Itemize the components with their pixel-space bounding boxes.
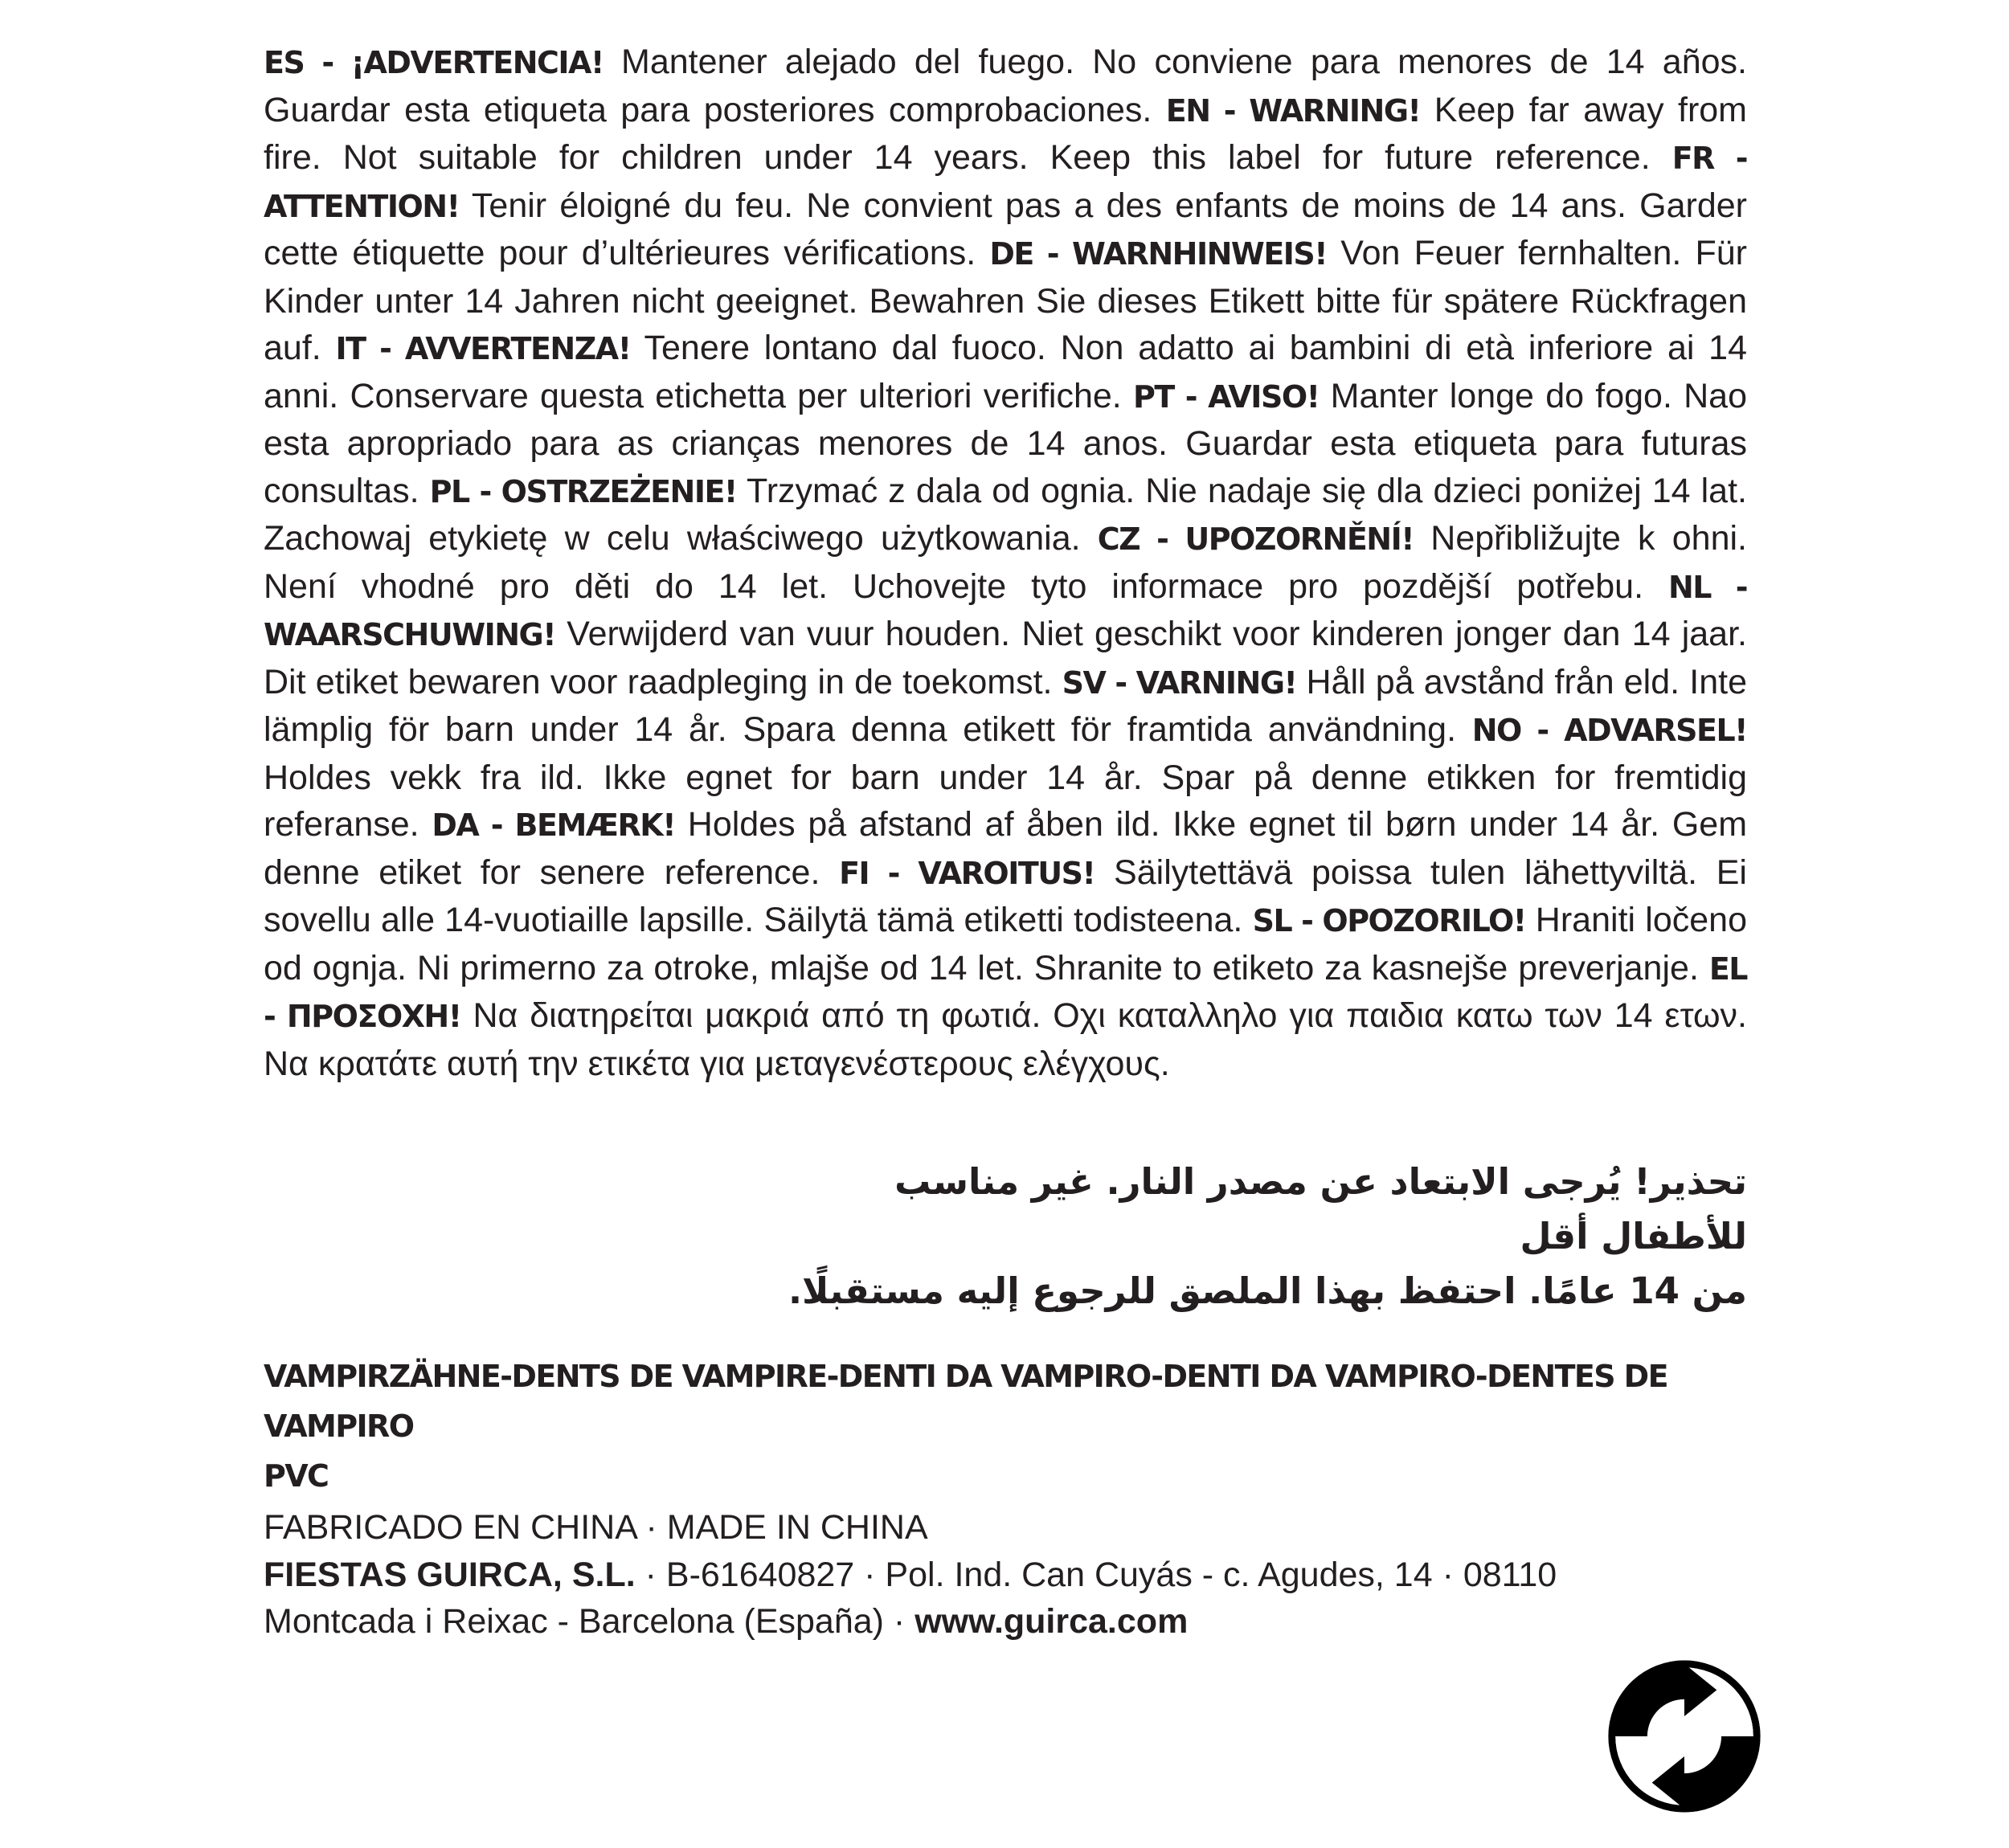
product-names: VAMPIRZÄHNE-DENTS DE VAMPIRE-DENTI DA VAMPIRO-DENTI DA VAMPIRO-DENTES DE VAMPIRO: [264, 1359, 1667, 1444]
warning-heading: IT - AVVERTENZA!: [335, 331, 631, 366]
company-address-line-2: [264, 1598, 1790, 1646]
company-address-line-1: [264, 1552, 1790, 1599]
warning-text: Να διατηρείται μακριά από τη φωτιά. Οχι καταλληλο για παιδια κατω των 14 ετων. Να κρατάτε αυτή την ετικέτα για μεταγενέστερους ελέγχους.: [264, 996, 1747, 1083]
warning-heading: DE - WARNHINWEIS!: [989, 236, 1328, 272]
warning-heading: NO - ADVARSEL!: [1471, 713, 1747, 748]
warning-text: Säilytettävä poissa tulen lähettyviltä. Ei sovellu alle 14-vuotiaille lapsille. Säilytä tämä etiketti todisteena.: [264, 852, 1747, 939]
warning-heading: SL - OPOZORILO!: [1252, 903, 1526, 938]
arabic-warning-text-1: يُرجى الابتعاد عن مصدر النار. غير مناسب للأطفال أقل: [894, 1160, 1747, 1257]
warning-text: Holdes vekk fra ild. Ikke egnet for barn under 14 år. Spar på denne etikken for fremtidig referanse.: [264, 758, 1747, 844]
warning-text: Trzymać z dala od ognia. Nie nadaje się dla dzieci poniżej 14 lat. Zachowaj etykietę w celu właściwego użytkowania.: [264, 471, 1747, 558]
warning-heading: FI - VAROITUS!: [839, 855, 1095, 891]
arabic-warning-heading: تحذير!: [1634, 1160, 1747, 1203]
warning-text: Von Feuer fernhalten. Für Kinder unter 14 Jahren nicht geeignet. Bewahren Sie dieses Etikett bitte für spätere Rückfragen auf.: [264, 234, 1747, 367]
warning-text: Hraniti ločeno od ognja. Ni primerno za otroke, mlajše od 14 let. Shranite to etiketo za kasnejše preverjanje.: [264, 901, 1747, 987]
company-name: FIESTAS GUIRCA, S.L.: [264, 1555, 636, 1594]
green-dot-recycling-icon: [1607, 1659, 1761, 1813]
warning-heading: NL - WAARSCHUWING!: [264, 569, 1747, 652]
warning-heading: CZ - UPOZORNĚNÍ!: [1097, 521, 1414, 557]
warning-text: Tenir éloigné du feu. Ne convient pas a des enfants de moins de 14 ans. Garder cette étiquette pour d’ultérieures vérifications.: [264, 186, 1747, 272]
warning-heading: PT - AVISO!: [1133, 378, 1320, 415]
warning-heading: ES - ¡ADVERTENCIA!: [264, 45, 604, 80]
address-line-1: · B-61640827 · Pol. Ind. Can Cuyás - c. Agudes, 14 · 08110: [635, 1555, 1557, 1594]
warning-text: Holdes på afstand af åben ild. Ikke egnet til børn under 14 år. Gem denne etiket for senere reference.: [264, 805, 1748, 892]
warning-text: Nepřibližujte k ohni. Není vhodné pro děti do 14 let. Uchovejte tyto informace pro pozdější potřebu.: [264, 519, 1747, 606]
arabic-warning: [783, 1155, 1747, 1319]
product-material: PVC: [264, 1458, 329, 1494]
warning-text: Håll på avstånd från eld. Inte lämplig för barn under 14 år. Spara denna etikett för framtida användning.: [264, 662, 1747, 749]
arabic-warning-line-2: من 14 عامًا. احتفظ بهذا الملصق للرجوع إليه مستقبلًا.: [788, 1269, 1747, 1312]
manufacturer-info: [264, 1504, 1790, 1646]
product-info: [264, 1351, 1790, 1501]
warning-heading: PL - OSTRZEŻENIE!: [429, 473, 737, 509]
origin-line: FABRICADO EN CHINA · MADE IN CHINA: [264, 1508, 928, 1547]
warning-heading: SV - VARNING!: [1062, 664, 1297, 701]
warning-text: Verwijderd van vuur houden. Niet geschikt voor kinderen jonger dan 14 jaar. Dit etiket bewaren voor raadpleging in de toekomst.: [264, 615, 1747, 701]
warning-heading: EN - WARNING!: [1165, 92, 1421, 129]
warning-heading: EL - ΠΡΟΣΟΧΗ!: [264, 951, 1747, 1034]
warning-heading: DA - BEMÆRK!: [432, 807, 676, 843]
warning-text: Mantener alejado del fuego. No conviene para menores de 14 años. Guardar esta etiqueta para posteriores comprobaciones.: [264, 43, 1747, 129]
warning-heading: FR - ATTENTION!: [264, 141, 1747, 224]
warning-text: Tenere lontano dal fuoco. Non adatto ai bambini di età inferiore ai 14 anni. Conservare questa etichetta per ulteriori verifiche.: [264, 329, 1747, 415]
multilingual-warning-text: [264, 39, 1747, 1087]
website-link[interactable]: www.guirca.com: [914, 1602, 1189, 1641]
warning-text: Manter longe do fogo. Nao esta apropriado para as crianças menores de 14 anos. Guardar esta etiqueta para futuras consultas.: [264, 376, 1747, 510]
address-line-2: Montcada i Reixac - Barcelona (España) ·: [264, 1602, 915, 1641]
warning-text: Keep far away from fire. Not suitable for children under 14 years. Keep this label for future reference.: [264, 90, 1747, 177]
arabic-warning-line-1: [783, 1155, 1747, 1264]
